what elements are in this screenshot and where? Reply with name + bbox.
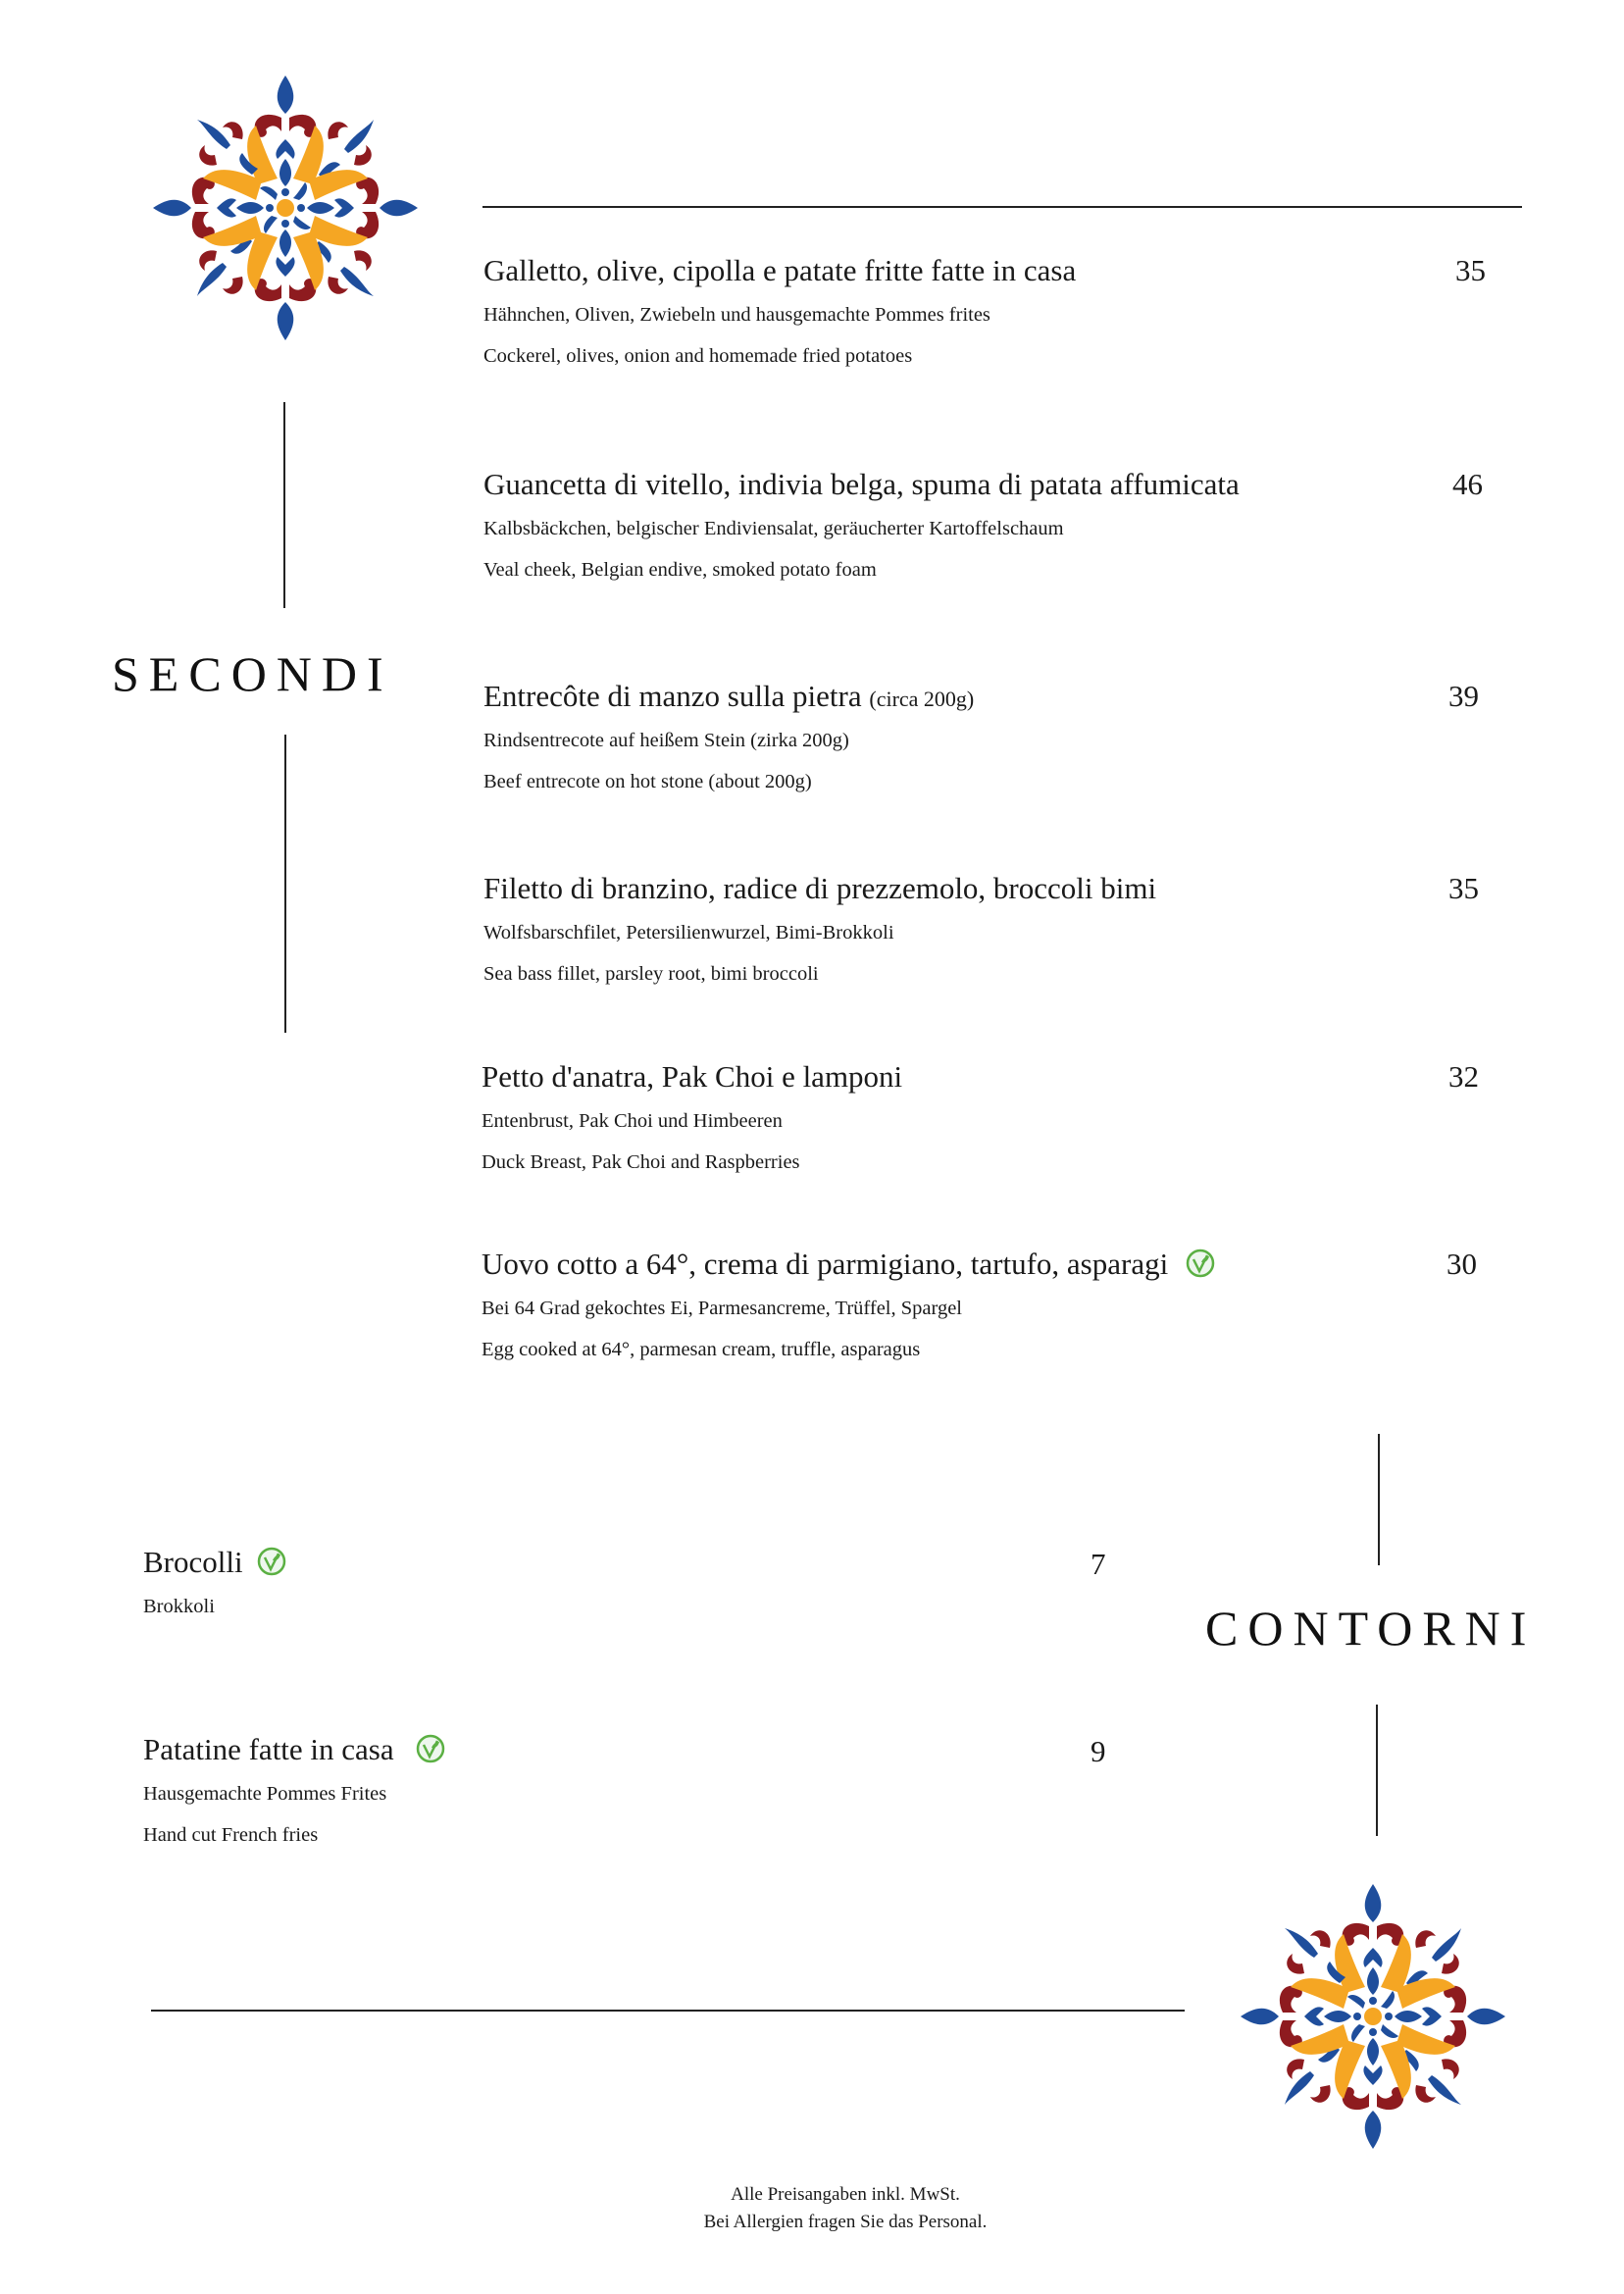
item-title: [483, 679, 974, 714]
item-desc-en: Hand cut French fries: [143, 1824, 319, 1846]
menu-item: [483, 253, 1076, 368]
vegetarian-icon: [1186, 1249, 1215, 1278]
item-title-text: Brocolli: [143, 1545, 243, 1579]
item-title: Petto d'anatra, Pak Choi e lamponi: [482, 1059, 903, 1094]
item-title: [482, 1247, 1215, 1282]
vegetarian-icon: [257, 1547, 286, 1576]
item-desc-de: Bei 64 Grad gekochtes Ei, Parmesancreme, Trüffel, Spargel: [482, 1298, 962, 1319]
item-price: 9: [1091, 1734, 1106, 1768]
item-title-text: Entrecôte di manzo sulla pietra: [483, 679, 862, 713]
item-desc-de: Hausgemachte Pommes Frites: [143, 1783, 387, 1805]
item-price: 32: [1448, 1059, 1479, 1094]
item-desc-de: Rindsentrecote auf heißem Stein (zirka 200g): [483, 730, 849, 751]
ornament-logo-bottom: [1234, 1877, 1512, 2156]
bottom-divider: [151, 2010, 1185, 2012]
menu-item: [483, 679, 974, 793]
item-title-text: Patatine fatte in casa: [143, 1732, 394, 1766]
secondi-heading: SECONDI: [112, 646, 393, 701]
item-price: 35: [1448, 871, 1479, 905]
item-desc-de: Wolfsbarschfilet, Petersilienwurzel, Bimi-Brokkoli: [483, 922, 894, 943]
item-desc-en: Veal cheek, Belgian endive, smoked potato foam: [483, 559, 877, 581]
contorni-line-top: [1378, 1434, 1380, 1565]
contorni-heading: CONTORNI: [1205, 1601, 1537, 1656]
menu-item: [482, 1059, 902, 1174]
menu-item: [143, 1545, 286, 1618]
item-desc-en: Beef entrecote on hot stone (about 200g): [483, 771, 812, 792]
contorni-line-bottom: [1376, 1705, 1378, 1836]
footer-vat-note: Alle Preisangaben inkl. MwSt.: [731, 2184, 960, 2205]
item-desc-de: Entenbrust, Pak Choi und Himbeeren: [482, 1110, 783, 1132]
menu-item: [483, 467, 1240, 582]
menu-item: [483, 871, 1156, 986]
menu-item: [482, 1247, 1215, 1361]
top-divider: [482, 206, 1522, 208]
item-desc-en: Egg cooked at 64°, parmesan cream, truffle, asparagus: [482, 1339, 921, 1360]
secondi-line-bottom: [284, 735, 286, 1033]
item-desc-de: Hähnchen, Oliven, Zwiebeln und hausgemachte Pommes frites: [483, 304, 990, 326]
footer-allergy-note: Bei Allergien fragen Sie das Personal.: [703, 2212, 988, 2232]
item-price: 7: [1091, 1547, 1106, 1581]
item-title: [143, 1732, 445, 1767]
item-title: Guancetta di vitello, indivia belga, spuma di patata affumicata: [483, 467, 1240, 501]
item-desc-de: Kalbsbäckchen, belgischer Endiviensalat, geräucherter Kartoffelschaum: [483, 518, 1064, 539]
item-desc-en: Cockerel, olives, onion and homemade fried potatoes: [483, 345, 913, 367]
item-title: Galletto, olive, cipolla e patate fritte fatte in casa: [483, 253, 1077, 287]
item-desc-en: Sea bass fillet, parsley root, bimi broccoli: [483, 963, 819, 985]
vegetarian-icon: [416, 1734, 445, 1763]
item-price: 46: [1452, 467, 1483, 501]
item-title-note: (circa 200g): [869, 687, 975, 711]
item-price: 30: [1446, 1247, 1477, 1281]
item-title: Filetto di branzino, radice di prezzemolo, broccoli bimi: [483, 871, 1157, 905]
item-price: 35: [1455, 253, 1486, 287]
item-title: [143, 1545, 286, 1580]
secondi-line-top: [283, 402, 285, 608]
footer-note: [0, 2181, 1624, 2236]
item-price: 39: [1448, 679, 1479, 713]
item-desc-de: Brokkoli: [143, 1596, 215, 1617]
menu-item: [143, 1732, 445, 1847]
ornament-logo-top: [146, 69, 425, 347]
item-desc-en: Duck Breast, Pak Choi and Raspberries: [482, 1151, 800, 1173]
item-title-text: Uovo cotto a 64°, crema di parmigiano, tartufo, asparagi: [482, 1247, 1169, 1281]
